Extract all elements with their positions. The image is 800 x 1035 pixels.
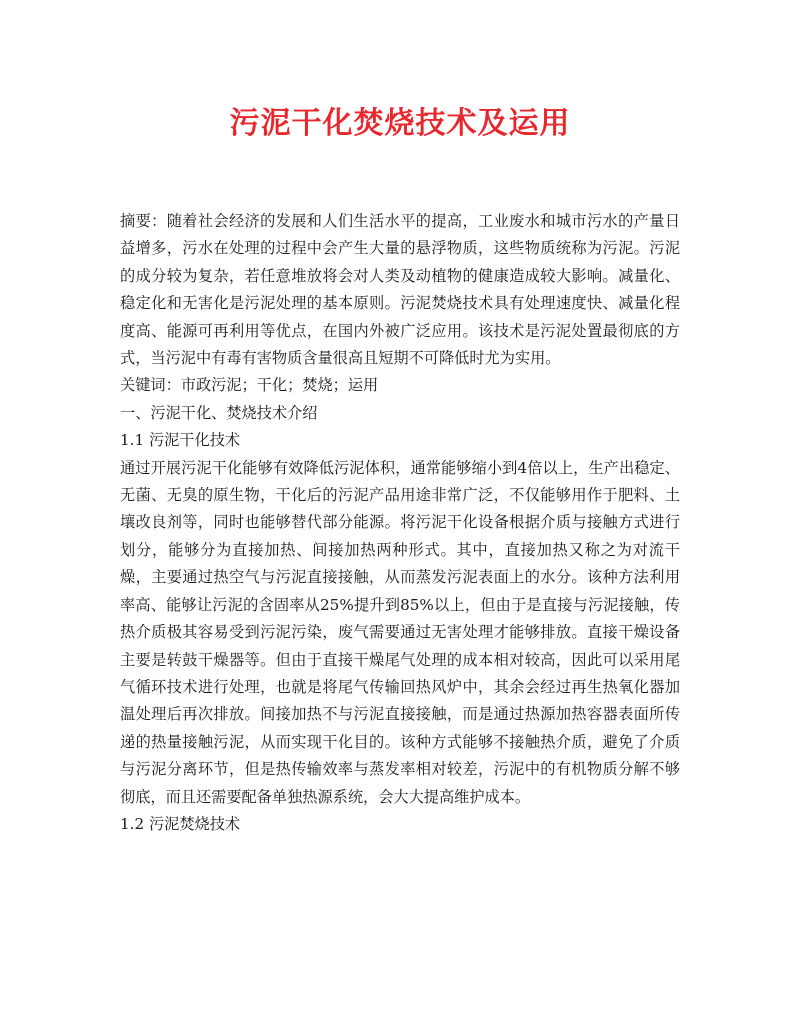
section-heading: 一、污泥干化、焚烧技术介绍 (120, 403, 318, 422)
subsection-heading: 1.1 污泥干化技术 (120, 431, 241, 450)
body-paragraph: 通过开展污泥干化能够有效降低污泥体积，通常能够缩小到4倍以上，生产出稳定、无菌、无臭的原生物，干化后的污泥产品用途非常广泛，不仅能够用作于肥料、土壤改良剂等，同时也能够替代部分能源。将污泥干化设备根据介质与接触方式进行划分，能够分为直接加热、间接加热两种形式。其中，直接加热又称之为对流干燥，主要通过热空气与污泥直接接触，从而蒸发污泥表面上的水分。该种方法利用率高、能够让污泥的含固率从25%提升到85%以上，但由于是直接与污泥接触，传热介质极其容易受到污泥污染，废气需要通过无害处理才能够排放。直接干燥设备主要是转鼓干燥器等。但由于直接干燥尾气处理的成本相对较高，因此可以采用尾气循环技术进行处理，也就是将尾气传输回热风炉中，其余会经过再生热氧化器加温处理后再次排放。间接加热不与污泥直接接触，而是通过热源加热容器表面所传递的热量接触污泥，从而实现干化目的。该种方式能够不接触热介质，避免了介质与污泥分离环节，但是热传输效率与蒸发率相对较差，污泥中的有机物质分解不够彻底，而且还需要配备单独热源系统，会大大提高维护成本。 (120, 458, 680, 806)
abstract-paragraph: 摘要：随着社会经济的发展和人们生活水平的提高，工业废水和城市污水的产量日益增多，污水在处理的过程中会产生大量的悬浮物质，这些物质统称为污泥。污泥的成分较为复杂，若任意堆放将会对人类及动植物的健康造成较大影响。减量化、稳定化和无害化是污泥处理的基本原则。污泥焚烧技术具有处理速度快、减量化程度高、能源可再利用等优点，在国内外被广泛应用。该技术是污泥处置最彻底的方式，当污泥中有毒有害物质含量很高且短期不可降低时尤为实用。 (120, 212, 680, 368)
keywords-line: 关键词：市政污泥；干化；焚烧；运用 (120, 376, 379, 395)
subsection-heading: 1.2 污泥焚烧技术 (120, 814, 241, 833)
document-body (120, 208, 680, 838)
document-title: 污泥干化焚烧技术及运用 (229, 106, 571, 141)
